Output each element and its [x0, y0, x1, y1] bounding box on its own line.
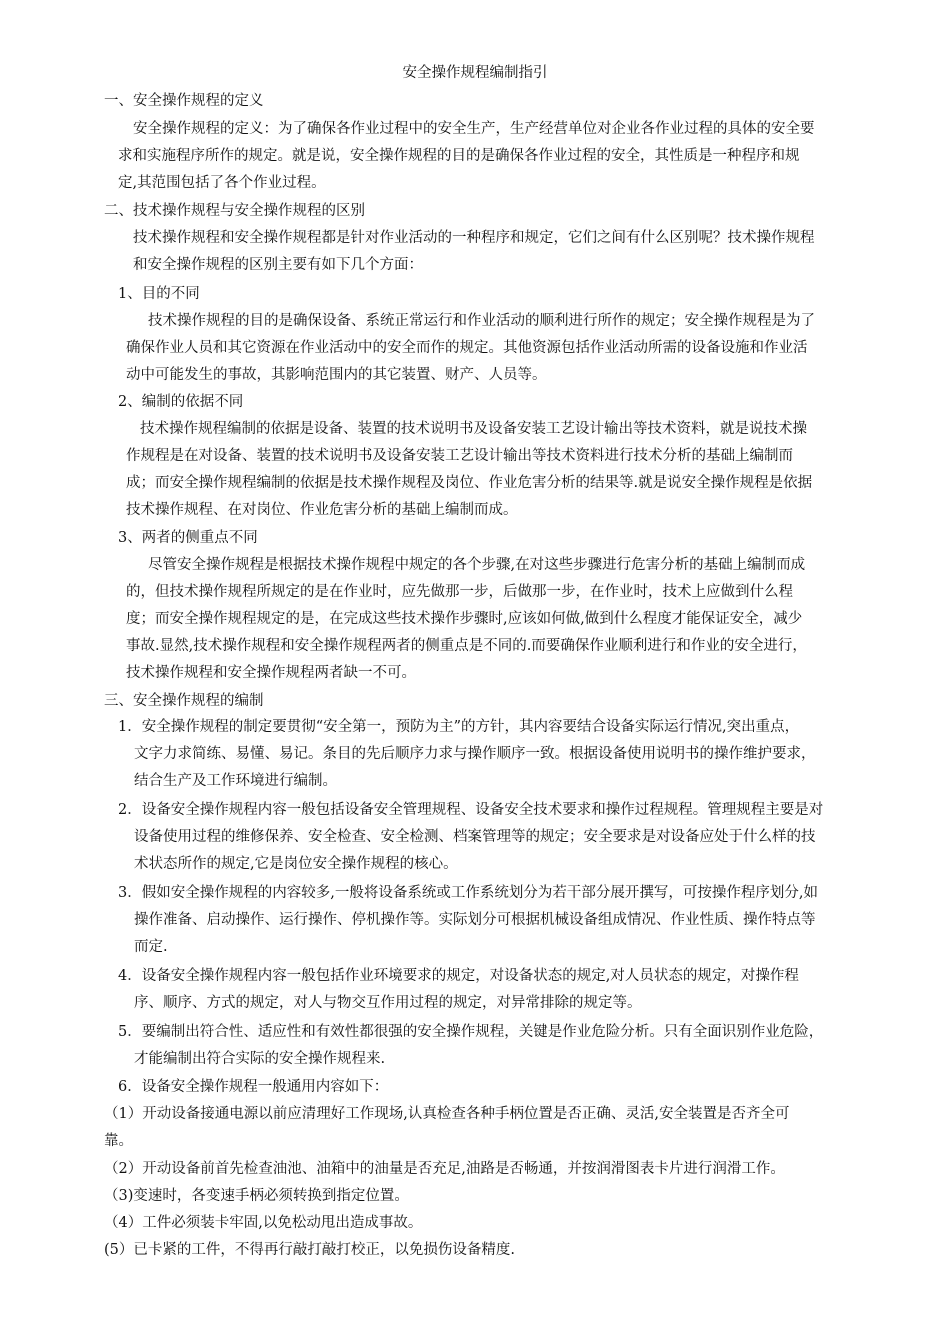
paragraph-line: 求和实施程序所作的规定。就是说，安全操作规程的目的是确保各作业过程的安全，其性质是一种程序和规 [118, 148, 800, 164]
paragraph-line: 事故.显然,技术操作规程和安全操作规程两者的侧重点是不同的.而要确保作业顺利进行和作业的安全进行， [126, 638, 807, 654]
section-heading-difference: 二、技术操作规程与安全操作规程的区别 [104, 203, 365, 219]
list-item-line: 文字力求简练、易懂、易记。条目的先后顺序力求与操作顺序一致。根据设备使用说明书的操作维护要求， [134, 746, 816, 762]
document-title: 安全操作规程编制指引 [402, 65, 548, 81]
paragraph-line: 作规程是在对设备、装置的技术说明书及设备安装工艺设计输出等技术资料进行技术分析的基础上编制而 [126, 448, 793, 464]
list-item-line: 才能编制出符合实际的安全操作规程来. [134, 1051, 386, 1067]
list-item-line: 2．设备安全操作规程内容一般包括设备安全管理规程、设备安全技术要求和操作过程规程。管理规程主要是对 [118, 802, 824, 818]
subsection-heading: 1、目的不同 [118, 286, 200, 302]
list-item-line: 1．安全操作规程的制定要贯彻“安全第一，预防为主”的方针，其内容要结合设备实际运行情况,突出重点， [118, 719, 800, 735]
section-heading-compilation: 三、安全操作规程的编制 [104, 693, 264, 709]
paragraph-line: 技术操作规程、在对岗位、作业危害分析的基础上编制而成。 [126, 502, 518, 518]
list-item-line: 3．假如安全操作规程的内容较多,一般将设备系统或工作系统划分为若干部分展开撰写，可按操作程序划分,如 [118, 885, 818, 901]
list-item-line: 4．设备安全操作规程内容一般包括作业环境要求的规定，对设备状态的规定,对人员状态的规定，对操作程 [118, 968, 799, 984]
paragraph-line: 成；而安全操作规程编制的依据是技术操作规程及岗位、作业危害分析的结果等.就是说安全操作规程是依据 [126, 475, 813, 491]
paragraph-line: 动中可能发生的事故，其影响范围内的其它装置、财产、人员等。 [126, 367, 547, 383]
paragraph-line: 技术操作规程的目的是确保设备、系统正常运行和作业活动的顺利进行所作的规定；安全操作规程是为了 [148, 313, 815, 329]
rule-line: （3)变速时，各变速手柄必须转换到指定位置。 [104, 1188, 409, 1204]
paragraph-line: 的，但技术操作规程所规定的是在作业时，应先做那一步，后做那一步，在作业时，技术上应做到什么程 [126, 584, 793, 600]
subsection-heading: 3、两者的侧重点不同 [118, 530, 258, 546]
subsection-heading: 2、编制的依据不同 [118, 394, 244, 410]
list-item-line: 术状态所作的规定,它是岗位安全操作规程的核心。 [134, 856, 458, 872]
list-item-line: 操作准备、启动操作、运行操作、停机操作等。实际划分可根据机械设备组成情况、作业性质、操作特点等 [134, 912, 816, 928]
rule-line: （2）开动设备前首先检查油池、油箱中的油量是否充足,油路是否畅通，并按润滑图表卡片进行润滑工作。 [104, 1161, 785, 1177]
rule-line: (5）已卡紧的工件，不得再行敲打敲打校正，以免损伤设备精度. [104, 1242, 515, 1258]
paragraph-line: 尽管安全操作规程是根据技术操作规程中规定的各个步骤,在对这些步骤进行危害分析的基础上编制而成 [148, 557, 806, 573]
list-item-line: 6．设备安全操作规程一般通用内容如下： [118, 1079, 389, 1095]
list-item-line: 结合生产及工作环境进行编制。 [134, 773, 337, 789]
paragraph-line: 确保作业人员和其它资源在作业活动中的安全而作的规定。其他资源包括作业活动所需的设备设施和作业活 [126, 340, 808, 356]
list-item-line: 5．要编制出符合性、适应性和有效性都很强的安全操作规程，关键是作业危险分析。只有全面识别作业危险， [118, 1024, 824, 1040]
rule-line: （1）开动设备接通电源以前应清理好工作现场,认真检查各种手柄位置是否正确、灵活,安全装置是否齐全可 [104, 1106, 790, 1122]
paragraph-line: 度；而安全操作规程规定的是，在完成这些技术操作步骤时,应该如何做,做到什么程度才能保证安全，减少 [126, 611, 803, 627]
paragraph-line: 技术操作规程和安全操作规程都是针对作业活动的一种程序和规定，它们之间有什么区别呢？技术操作规程 [133, 230, 815, 246]
list-item-line: 设备使用过程的维修保养、安全检查、安全检测、档案管理等的规定；安全要求是对设备应处于什么样的技 [134, 829, 816, 845]
paragraph-line: 技术操作规程编制的依据是设备、装置的技术说明书及设备安装工艺设计输出等技术资料，就是说技术操 [140, 421, 807, 437]
list-item-line: 序、顺序、方式的规定，对人与物交互作用过程的规定，对异常排除的规定等。 [134, 995, 642, 1011]
paragraph-line: 安全操作规程的定义：为了确保各作业过程中的安全生产，生产经营单位对企业各作业过程的具体的安全要 [133, 121, 815, 137]
paragraph-line: 定,其范围包括了各个作业过程。 [118, 175, 326, 191]
paragraph-line: 技术操作规程和安全操作规程两者缺一不可。 [126, 665, 416, 681]
rule-line: （4）工件必须装卡牢固,以免松动甩出造成事故。 [104, 1215, 423, 1231]
paragraph-line: 和安全操作规程的区别主要有如下几个方面： [133, 257, 423, 273]
list-item-line: 而定. [134, 939, 168, 955]
rule-line: 靠。 [104, 1133, 133, 1149]
section-heading-definition: 一、安全操作规程的定义 [104, 93, 264, 109]
